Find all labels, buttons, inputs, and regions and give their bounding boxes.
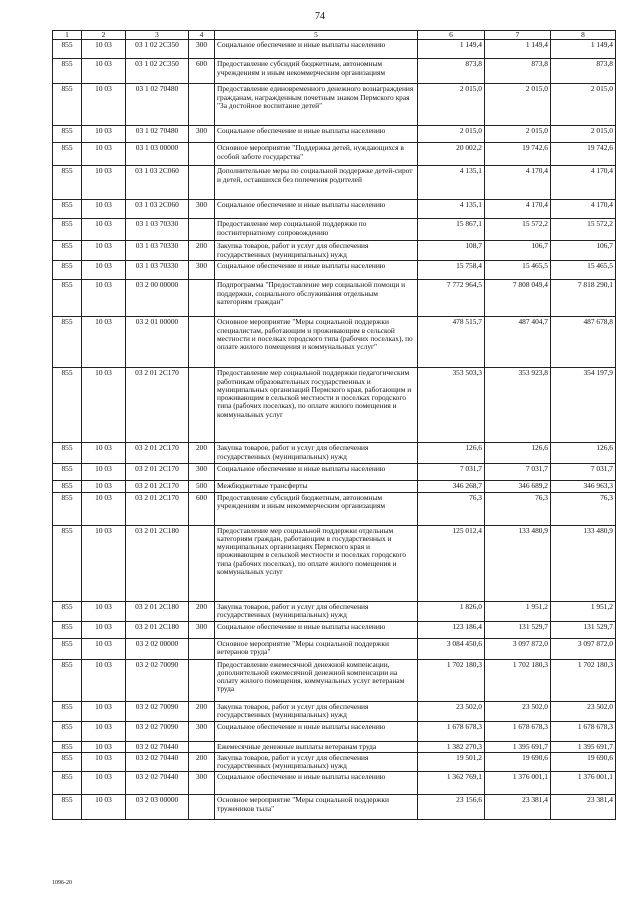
cell-description: Предоставление единовременного денежного вознаграждения гражданам, награжденным почетным знаком Пермского края "За достойное воспитание детей": [215, 84, 418, 126]
cell-chapter: 855: [53, 40, 82, 59]
cell-description: Социальное обеспечение и иные выплаты населению: [215, 464, 418, 481]
cell-amount-year3: 487 678,8: [551, 317, 616, 368]
table-row: [53, 772, 616, 795]
cell-chapter: 855: [53, 601, 82, 621]
cell-amount-year3: 1 395 691,7: [551, 741, 616, 752]
cell-amount-year3: 15 465,5: [551, 261, 616, 280]
cell-amount-year2: 7 808 049,4: [485, 280, 551, 317]
cell-amount-year3: 133 480,9: [551, 525, 616, 601]
cell-target-item: 03 2 02 70090: [126, 721, 189, 741]
cell-target-item: 03 2 01 00000: [126, 317, 189, 368]
cell-expense-type: 300: [189, 261, 215, 280]
header-cell: 1: [53, 31, 82, 40]
cell-chapter: 855: [53, 525, 82, 601]
cell-amount-year2: 873,8: [485, 59, 551, 84]
cell-target-item: 03 1 03 70330: [126, 241, 189, 261]
cell-chapter: 855: [53, 317, 82, 368]
cell-target-item: 03 2 01 2С180: [126, 525, 189, 601]
cell-target-item: 03 1 03 2С060: [126, 166, 189, 200]
cell-target-item: 03 2 00 00000: [126, 280, 189, 317]
cell-section: 10 03: [82, 772, 126, 795]
cell-amount-year1: 4 135,1: [418, 200, 485, 219]
table-row: [53, 443, 616, 464]
cell-amount-year3: 19 742,6: [551, 143, 616, 166]
cell-description: Ежемесячные денежные выплаты ветеранам труда: [215, 741, 418, 752]
footer-code: 1096-20: [52, 880, 72, 886]
cell-amount-year2: 1 951,2: [485, 601, 551, 621]
cell-amount-year2: 1 376 001,1: [485, 772, 551, 795]
table-row: [53, 261, 616, 280]
cell-expense-type: [189, 368, 215, 443]
cell-amount-year2: 106,7: [485, 241, 551, 261]
cell-amount-year1: 23 502,0: [418, 701, 485, 721]
cell-description: Межбюджетные трансферты: [215, 481, 418, 492]
cell-chapter: 855: [53, 59, 82, 84]
cell-expense-type: [189, 219, 215, 241]
header-cell: 4: [189, 31, 215, 40]
cell-target-item: 03 1 02 70480: [126, 84, 189, 126]
cell-amount-year3: 354 197,9: [551, 368, 616, 443]
cell-chapter: 855: [53, 200, 82, 219]
cell-expense-type: 300: [189, 40, 215, 59]
cell-amount-year2: 126,6: [485, 443, 551, 464]
cell-amount-year3: 2 015,0: [551, 84, 616, 126]
cell-description: Предоставление ежемесячной денежной компенсации, дополнительной ежемесячной денежной компенсации на оплату жилого помещения, коммунальных услуг ветеранам труда: [215, 659, 418, 701]
table-row: [53, 166, 616, 200]
header-cell: 3: [126, 31, 189, 40]
cell-description: Социальное обеспечение и иные выплаты населению: [215, 621, 418, 638]
cell-amount-year1: 15 867,1: [418, 219, 485, 241]
table-row: [53, 241, 616, 261]
cell-chapter: 855: [53, 241, 82, 261]
cell-chapter: 855: [53, 280, 82, 317]
cell-amount-year3: 23 381,4: [551, 795, 616, 820]
cell-amount-year2: 76,3: [485, 492, 551, 525]
cell-section: 10 03: [82, 443, 126, 464]
cell-chapter: 855: [53, 166, 82, 200]
cell-chapter: 855: [53, 621, 82, 638]
cell-description: Социальное обеспечение и иные выплаты населению: [215, 772, 418, 795]
cell-amount-year3: 1 951,2: [551, 601, 616, 621]
table-row: [53, 280, 616, 317]
cell-expense-type: 600: [189, 59, 215, 84]
cell-expense-type: [189, 638, 215, 659]
cell-target-item: 03 2 02 70090: [126, 659, 189, 701]
cell-amount-year1: 1 702 180,3: [418, 659, 485, 701]
table-row: [53, 621, 616, 638]
table-row: [53, 795, 616, 820]
cell-amount-year2: 2 015,0: [485, 126, 551, 143]
cell-amount-year3: 76,3: [551, 492, 616, 525]
cell-section: 10 03: [82, 84, 126, 126]
cell-amount-year1: 353 503,3: [418, 368, 485, 443]
cell-description: Предоставление мер социальной поддержки по постинтернатному сопровождению: [215, 219, 418, 241]
cell-description: Закупка товаров, работ и услуг для обеспечения государственных (муниципальных) нужд: [215, 752, 418, 772]
cell-amount-year1: 2 015,0: [418, 126, 485, 143]
cell-chapter: 855: [53, 701, 82, 721]
cell-amount-year1: 108,7: [418, 241, 485, 261]
cell-amount-year1: 19 501,2: [418, 752, 485, 772]
cell-description: Основное мероприятие "Поддержка детей, нуждающихся в особой заботе государства": [215, 143, 418, 166]
cell-target-item: 03 1 03 2С060: [126, 200, 189, 219]
cell-amount-year1: 76,3: [418, 492, 485, 525]
header-cell: 5: [215, 31, 418, 40]
cell-amount-year3: 106,7: [551, 241, 616, 261]
cell-section: 10 03: [82, 525, 126, 601]
cell-description: Предоставление мер социальной поддержки педагогическим работникам образовательных государственных и муниципальных организаций Пермского края, работающим и проживающим в сельской местности и поселках городского типа (рабочих поселках), по оплате жилого помещения и коммунальных услуг: [215, 368, 418, 443]
cell-target-item: 03 2 02 70090: [126, 701, 189, 721]
cell-amount-year2: 15 465,5: [485, 261, 551, 280]
cell-amount-year1: 1 826,0: [418, 601, 485, 621]
table-row: [53, 481, 616, 492]
cell-amount-year1: 1 149,4: [418, 40, 485, 59]
table-row: [53, 752, 616, 772]
table-row: [53, 219, 616, 241]
cell-chapter: 855: [53, 219, 82, 241]
cell-section: 10 03: [82, 368, 126, 443]
cell-chapter: 855: [53, 84, 82, 126]
cell-amount-year1: 20 002,2: [418, 143, 485, 166]
cell-amount-year2: 487 404,7: [485, 317, 551, 368]
cell-section: 10 03: [82, 261, 126, 280]
cell-amount-year2: 2 015,0: [485, 84, 551, 126]
cell-amount-year2: 346 689,2: [485, 481, 551, 492]
cell-description: Социальное обеспечение и иные выплаты населению: [215, 126, 418, 143]
header-cell: 6: [418, 31, 485, 40]
cell-description: Закупка товаров, работ и услуг для обеспечения государственных (муниципальных) нужд: [215, 443, 418, 464]
cell-target-item: 03 2 02 70440: [126, 741, 189, 752]
cell-section: 10 03: [82, 166, 126, 200]
cell-amount-year2: 353 923,8: [485, 368, 551, 443]
table-row: [53, 126, 616, 143]
cell-amount-year1: 3 084 450,6: [418, 638, 485, 659]
cell-chapter: 855: [53, 638, 82, 659]
cell-expense-type: [189, 166, 215, 200]
cell-section: 10 03: [82, 741, 126, 752]
cell-target-item: 03 1 03 70330: [126, 261, 189, 280]
cell-chapter: 855: [53, 795, 82, 820]
cell-amount-year2: 19 690,6: [485, 752, 551, 772]
cell-expense-type: 300: [189, 464, 215, 481]
cell-chapter: 855: [53, 143, 82, 166]
table-row: [53, 492, 616, 525]
cell-chapter: 855: [53, 443, 82, 464]
cell-amount-year3: 131 529,7: [551, 621, 616, 638]
cell-section: 10 03: [82, 701, 126, 721]
header-cell: 2: [82, 31, 126, 40]
table-row: [53, 721, 616, 741]
cell-description: Предоставление мер социальной поддержки отдельным категориям граждан, работающим в государственных и муниципальных организациях Пермского края и проживающим в сельской местности и поселках городского типа (рабочих поселках), по оплате жилого помещения и коммунальных услуг: [215, 525, 418, 601]
cell-target-item: 03 1 02 2С350: [126, 40, 189, 59]
cell-amount-year1: 7 031,7: [418, 464, 485, 481]
cell-target-item: 03 2 01 2С180: [126, 621, 189, 638]
cell-amount-year3: 873,8: [551, 59, 616, 84]
cell-amount-year3: 2 015,0: [551, 126, 616, 143]
cell-amount-year3: 7 031,7: [551, 464, 616, 481]
cell-target-item: 03 1 02 2С350: [126, 59, 189, 84]
table-row: [53, 40, 616, 59]
cell-amount-year1: 23 156,6: [418, 795, 485, 820]
cell-amount-year1: 1 362 769,1: [418, 772, 485, 795]
cell-amount-year2: 23 381,4: [485, 795, 551, 820]
header-cell: 8: [551, 31, 616, 40]
cell-amount-year1: 346 268,7: [418, 481, 485, 492]
cell-amount-year3: 1 149,4: [551, 40, 616, 59]
table-row: [53, 84, 616, 126]
table-body: [53, 40, 616, 820]
cell-target-item: 03 1 03 70330: [126, 219, 189, 241]
cell-amount-year2: 1 149,4: [485, 40, 551, 59]
cell-amount-year3: 1 376 001,1: [551, 772, 616, 795]
cell-description: Социальное обеспечение и иные выплаты населению: [215, 200, 418, 219]
cell-chapter: 855: [53, 741, 82, 752]
cell-amount-year2: 133 480,9: [485, 525, 551, 601]
cell-description: Предоставление субсидий бюджетным, автономным учреждениям и иным некоммерческим организациям: [215, 492, 418, 525]
table-row: [53, 317, 616, 368]
cell-chapter: 855: [53, 368, 82, 443]
cell-section: 10 03: [82, 795, 126, 820]
cell-description: Дополнительные меры по социальной поддержке детей-сирот и детей, оставшихся без попечения родителей: [215, 166, 418, 200]
cell-target-item: 03 2 01 2С180: [126, 601, 189, 621]
cell-description: Закупка товаров, работ и услуг для обеспечения государственных (муниципальных) нужд: [215, 241, 418, 261]
cell-amount-year2: 7 031,7: [485, 464, 551, 481]
cell-expense-type: 300: [189, 772, 215, 795]
cell-amount-year1: 873,8: [418, 59, 485, 84]
cell-section: 10 03: [82, 601, 126, 621]
table-row: [53, 525, 616, 601]
cell-expense-type: [189, 317, 215, 368]
cell-section: 10 03: [82, 621, 126, 638]
cell-amount-year2: 3 097 872,0: [485, 638, 551, 659]
cell-expense-type: [189, 741, 215, 752]
cell-section: 10 03: [82, 659, 126, 701]
cell-amount-year2: 1 678 678,3: [485, 721, 551, 741]
cell-amount-year1: 478 515,7: [418, 317, 485, 368]
cell-amount-year1: 123 186,4: [418, 621, 485, 638]
cell-section: 10 03: [82, 492, 126, 525]
cell-chapter: 855: [53, 721, 82, 741]
cell-target-item: 03 2 01 2С170: [126, 481, 189, 492]
cell-description: Социальное обеспечение и иные выплаты населению: [215, 40, 418, 59]
table-row: [53, 741, 616, 752]
cell-section: 10 03: [82, 752, 126, 772]
cell-target-item: 03 1 02 70480: [126, 126, 189, 143]
cell-expense-type: 200: [189, 601, 215, 621]
cell-section: 10 03: [82, 200, 126, 219]
table-row: [53, 143, 616, 166]
table-header-row: [53, 31, 616, 40]
cell-description: Подпрограмма "Предоставление мер социальной помощи и поддержки, социального обслуживания отдельным категориям граждан": [215, 280, 418, 317]
cell-section: 10 03: [82, 638, 126, 659]
cell-amount-year2: 23 502,0: [485, 701, 551, 721]
cell-expense-type: [189, 280, 215, 317]
table-row: [53, 638, 616, 659]
cell-expense-type: 200: [189, 443, 215, 464]
cell-expense-type: 300: [189, 200, 215, 219]
cell-expense-type: 200: [189, 752, 215, 772]
table-row: [53, 659, 616, 701]
cell-section: 10 03: [82, 40, 126, 59]
cell-chapter: 855: [53, 464, 82, 481]
cell-chapter: 855: [53, 481, 82, 492]
cell-section: 10 03: [82, 219, 126, 241]
cell-section: 10 03: [82, 721, 126, 741]
cell-amount-year1: 126,6: [418, 443, 485, 464]
table-row: [53, 601, 616, 621]
table-row: [53, 701, 616, 721]
table-row: [53, 59, 616, 84]
cell-section: 10 03: [82, 59, 126, 84]
cell-amount-year3: 23 502,0: [551, 701, 616, 721]
cell-target-item: 03 2 01 2С170: [126, 464, 189, 481]
cell-amount-year3: 1 702 180,3: [551, 659, 616, 701]
cell-amount-year1: 2 015,0: [418, 84, 485, 126]
page-number: 74: [315, 11, 325, 22]
cell-expense-type: 200: [189, 701, 215, 721]
cell-amount-year3: 346 963,3: [551, 481, 616, 492]
table-row: [53, 368, 616, 443]
cell-amount-year3: 19 690,6: [551, 752, 616, 772]
cell-description: Закупка товаров, работ и услуг для обеспечения государственных (муниципальных) нужд: [215, 701, 418, 721]
cell-section: 10 03: [82, 481, 126, 492]
cell-chapter: 855: [53, 492, 82, 525]
cell-amount-year3: 15 572,2: [551, 219, 616, 241]
cell-amount-year2: 131 529,7: [485, 621, 551, 638]
cell-expense-type: [189, 143, 215, 166]
cell-amount-year3: 4 170,4: [551, 166, 616, 200]
cell-target-item: 03 2 02 70440: [126, 752, 189, 772]
cell-target-item: 03 2 03 00000: [126, 795, 189, 820]
cell-amount-year3: 126,6: [551, 443, 616, 464]
table-row: [53, 200, 616, 219]
cell-section: 10 03: [82, 241, 126, 261]
cell-section: 10 03: [82, 464, 126, 481]
cell-amount-year1: 1 678 678,3: [418, 721, 485, 741]
cell-description: Социальное обеспечение и иные выплаты населению: [215, 261, 418, 280]
cell-expense-type: 500: [189, 481, 215, 492]
cell-description: Основное мероприятие "Меры социальной поддержки ветеранов труда": [215, 638, 418, 659]
table-row: [53, 464, 616, 481]
cell-description: Основное мероприятие "Меры социальной поддержки тружеников тыла": [215, 795, 418, 820]
cell-amount-year2: 4 170,4: [485, 166, 551, 200]
cell-amount-year2: 4 170,4: [485, 200, 551, 219]
cell-amount-year2: 1 702 180,3: [485, 659, 551, 701]
cell-chapter: 855: [53, 772, 82, 795]
cell-amount-year3: 1 678 678,3: [551, 721, 616, 741]
cell-amount-year2: 1 395 691,7: [485, 741, 551, 752]
cell-chapter: 855: [53, 126, 82, 143]
cell-amount-year3: 7 818 290,1: [551, 280, 616, 317]
cell-expense-type: 200: [189, 241, 215, 261]
cell-amount-year1: 7 772 964,5: [418, 280, 485, 317]
cell-target-item: 03 2 01 2С170: [126, 492, 189, 525]
header-cell: 7: [485, 31, 551, 40]
cell-description: Предоставление субсидий бюджетным, автономным учреждениям и иным некоммерческим организациям: [215, 59, 418, 84]
cell-description: Социальное обеспечение и иные выплаты населению: [215, 721, 418, 741]
cell-amount-year2: 19 742,6: [485, 143, 551, 166]
cell-chapter: 855: [53, 752, 82, 772]
cell-amount-year1: 4 135,1: [418, 166, 485, 200]
cell-target-item: 03 2 02 00000: [126, 638, 189, 659]
cell-amount-year1: 125 012,4: [418, 525, 485, 601]
cell-amount-year3: 3 097 872,0: [551, 638, 616, 659]
cell-target-item: 03 2 01 2С170: [126, 368, 189, 443]
cell-section: 10 03: [82, 317, 126, 368]
cell-expense-type: 300: [189, 621, 215, 638]
cell-section: 10 03: [82, 280, 126, 317]
cell-description: Закупка товаров, работ и услуг для обеспечения государственных (муниципальных) нужд: [215, 601, 418, 621]
cell-target-item: 03 2 02 70440: [126, 772, 189, 795]
cell-expense-type: [189, 659, 215, 701]
cell-expense-type: 300: [189, 721, 215, 741]
cell-expense-type: [189, 84, 215, 126]
cell-amount-year1: 15 758,4: [418, 261, 485, 280]
cell-target-item: 03 2 01 2С170: [126, 443, 189, 464]
cell-chapter: 855: [53, 659, 82, 701]
cell-expense-type: [189, 795, 215, 820]
cell-amount-year2: 15 572,2: [485, 219, 551, 241]
cell-target-item: 03 1 03 00000: [126, 143, 189, 166]
cell-expense-type: 300: [189, 126, 215, 143]
cell-amount-year1: 1 382 270,3: [418, 741, 485, 752]
cell-chapter: 855: [53, 261, 82, 280]
cell-section: 10 03: [82, 126, 126, 143]
cell-expense-type: 600: [189, 492, 215, 525]
cell-description: Основное мероприятие "Меры социальной поддержки специалистам, работающим и проживающим в сельской местности и поселках городского типа (рабочих поселках), по оплате жилого помещения и коммунальных услуг": [215, 317, 418, 368]
cell-expense-type: [189, 525, 215, 601]
cell-section: 10 03: [82, 143, 126, 166]
budget-table: [52, 30, 616, 820]
cell-amount-year3: 4 170,4: [551, 200, 616, 219]
